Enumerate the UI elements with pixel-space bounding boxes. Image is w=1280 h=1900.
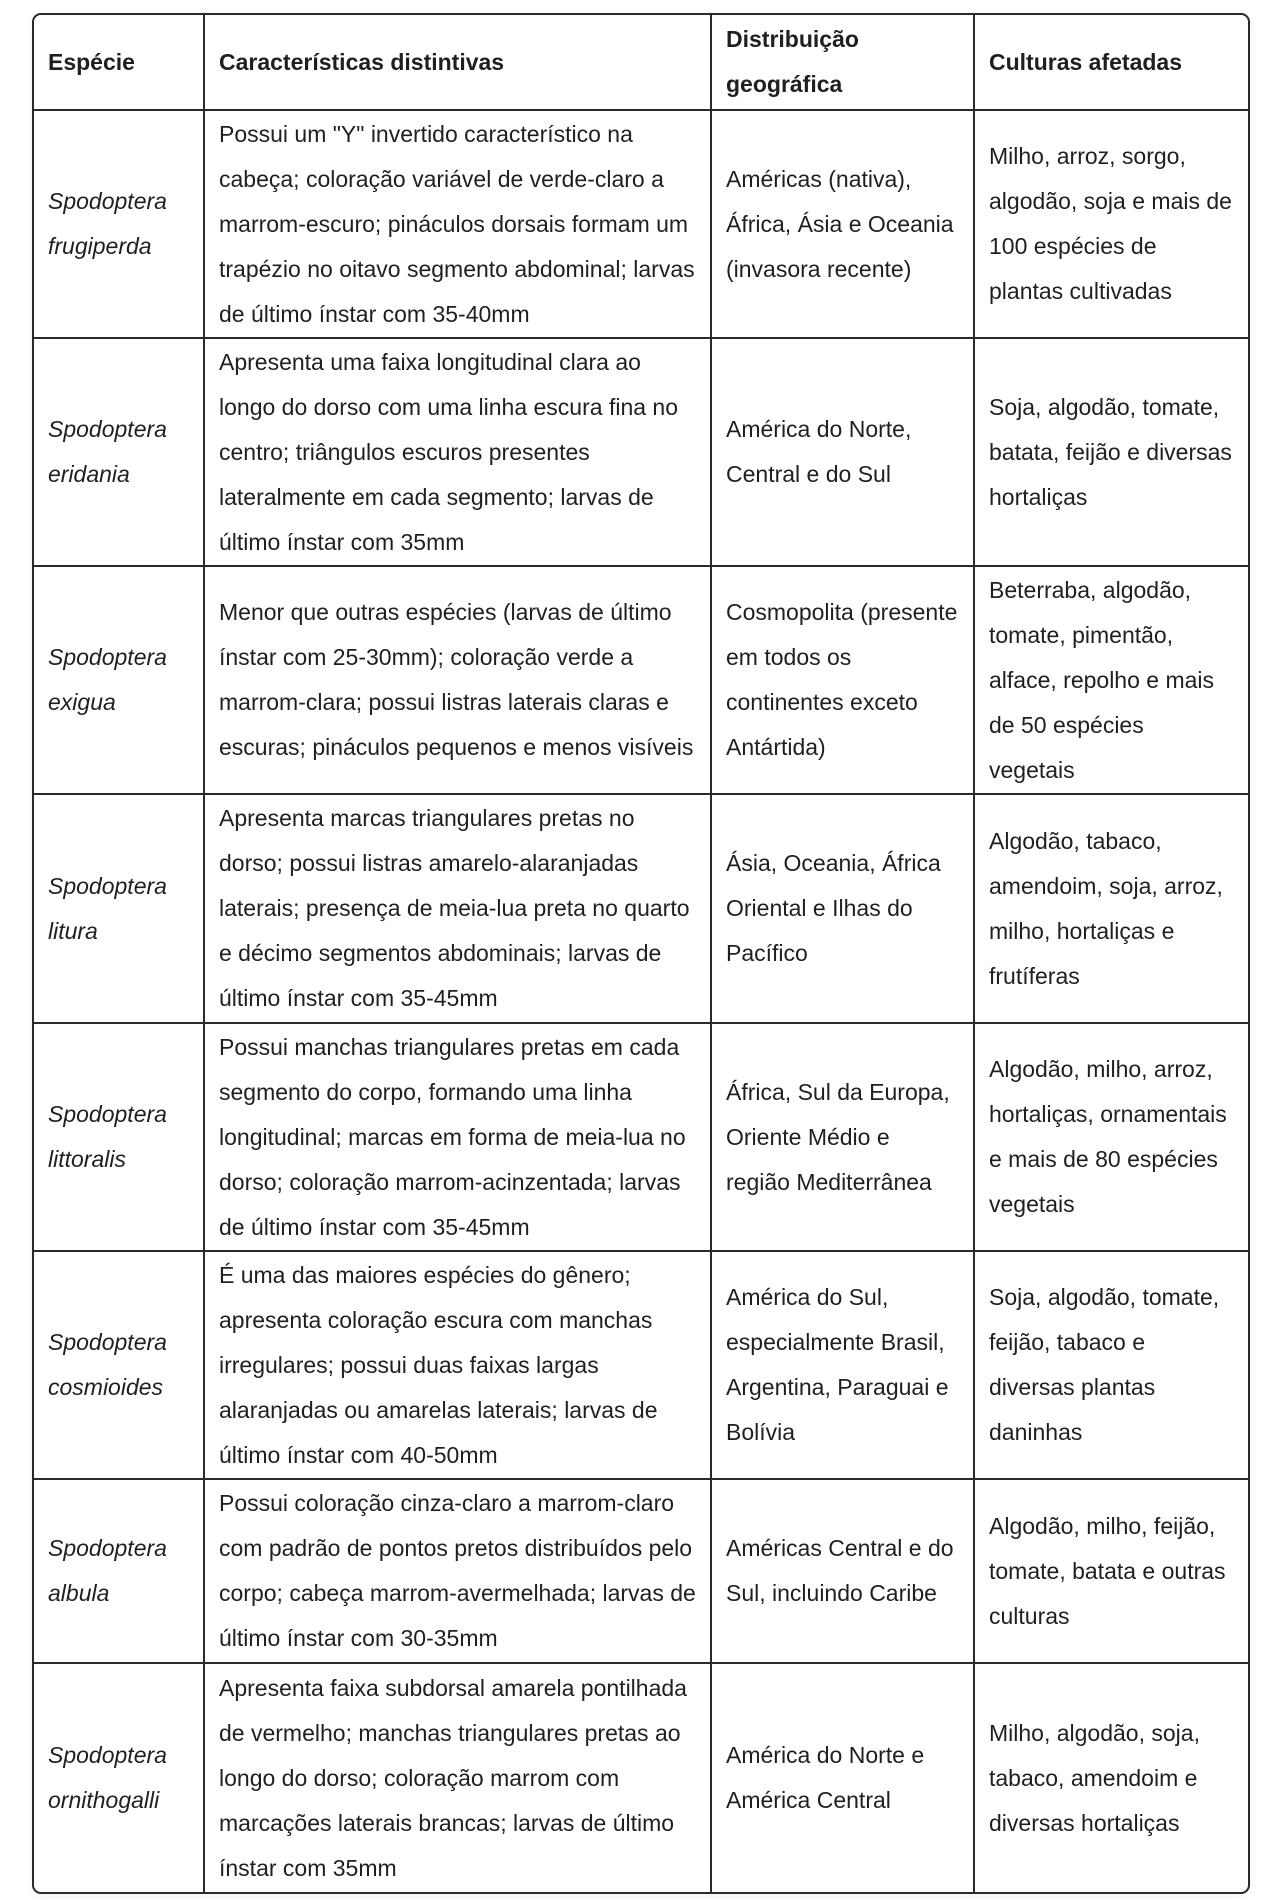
table-row	[34, 110, 1248, 338]
cell-species: Spodoptera litura	[34, 794, 204, 1023]
cell-crops: Beterraba, algodão, tomate, pimentão, alface, repolho e mais de 50 espécies vegetais	[974, 566, 1248, 794]
cell-distribution: Ásia, Oceania, África Oriental e Ilhas do Pacífico	[711, 794, 974, 1023]
header-crops: Culturas afetadas	[974, 15, 1248, 110]
table-row	[34, 338, 1248, 566]
table-row	[34, 1023, 1248, 1251]
cell-species: Spodoptera albula	[34, 1479, 204, 1663]
cell-distribution: África, Sul da Europa, Oriente Médio e região Mediterrânea	[711, 1023, 974, 1251]
table-row	[34, 566, 1248, 794]
cell-species: Spodoptera cosmioides	[34, 1251, 204, 1479]
cell-species: Spodoptera ornithogalli	[34, 1663, 204, 1892]
cell-distribution: Américas Central e do Sul, incluindo Caribe	[711, 1479, 974, 1663]
table-header-row	[34, 15, 1248, 110]
cell-features: É uma das maiores espécies do gênero; apresenta coloração escura com manchas irregulares; possui duas faixas largas alaranjadas ou amarelas laterais; larvas de último ínstar com 40-50mm	[204, 1251, 711, 1479]
cell-features: Apresenta faixa subdorsal amarela pontilhada de vermelho; manchas triangulares pretas ao longo do dorso; coloração marrom com marcações laterais brancas; larvas de último ínstar com 35mm	[204, 1663, 711, 1892]
table-row	[34, 1663, 1248, 1892]
species-table-grid	[34, 15, 1248, 1892]
cell-crops: Soja, algodão, tomate, feijão, tabaco e diversas plantas daninhas	[974, 1251, 1248, 1479]
header-features: Características distintivas	[204, 15, 711, 110]
table-row	[34, 1251, 1248, 1479]
cell-species: Spodoptera eridania	[34, 338, 204, 566]
cell-distribution: América do Sul, especialmente Brasil, Argentina, Paraguai e Bolívia	[711, 1251, 974, 1479]
cell-crops: Algodão, milho, arroz, hortaliças, ornamentais e mais de 80 espécies vegetais	[974, 1023, 1248, 1251]
cell-crops: Algodão, milho, feijão, tomate, batata e outras culturas	[974, 1479, 1248, 1663]
cell-features: Apresenta uma faixa longitudinal clara ao longo do dorso com uma linha escura fina no centro; triângulos escuros presentes lateralmente em cada segmento; larvas de último ínstar com 35mm	[204, 338, 711, 566]
cell-distribution: Américas (nativa), África, Ásia e Oceania (invasora recente)	[711, 110, 974, 338]
cell-features: Possui coloração cinza-claro a marrom-claro com padrão de pontos pretos distribuídos pelo corpo; cabeça marrom-avermelhada; larvas de último ínstar com 30-35mm	[204, 1479, 711, 1663]
cell-features: Menor que outras espécies (larvas de último ínstar com 25-30mm); coloração verde a marrom-clara; possui listras laterais claras e escuras; pináculos pequenos e menos visíveis	[204, 566, 711, 794]
cell-distribution: América do Norte e América Central	[711, 1663, 974, 1892]
cell-species: Spodoptera exigua	[34, 566, 204, 794]
cell-features: Apresenta marcas triangulares pretas no dorso; possui listras amarelo-alaranjadas laterais; presença de meia-lua preta no quarto e décimo segmentos abdominais; larvas de último ínstar com 35-45mm	[204, 794, 711, 1023]
table-row	[34, 794, 1248, 1023]
cell-crops: Soja, algodão, tomate, batata, feijão e diversas hortaliças	[974, 338, 1248, 566]
header-species: Espécie	[34, 15, 204, 110]
cell-species: Spodoptera littoralis	[34, 1023, 204, 1251]
header-distribution: Distribuição geográfica	[711, 15, 974, 110]
cell-features: Possui manchas triangulares pretas em cada segmento do corpo, formando uma linha longitudinal; marcas em forma de meia-lua no dorso; coloração marrom-acinzentada; larvas de último ínstar com 35-45mm	[204, 1023, 711, 1251]
species-table	[32, 13, 1250, 1894]
cell-crops: Milho, arroz, sorgo, algodão, soja e mais de 100 espécies de plantas cultivadas	[974, 110, 1248, 338]
cell-crops: Milho, algodão, soja, tabaco, amendoim e diversas hortaliças	[989, 1719, 1200, 1836]
cell-distribution: América do Norte, Central e do Sul	[711, 338, 974, 566]
cell-species: Spodoptera frugiperda	[34, 110, 204, 338]
cell-features: Possui um "Y" invertido característico na cabeça; coloração variável de verde-claro a marrom-escuro; pináculos dorsais formam um trapézio no oitavo segmento abdominal; larvas de último ínstar com 35-40mm	[204, 110, 711, 338]
cell-crops: Algodão, tabaco, amendoim, soja, arroz, milho, hortaliças e frutíferas	[974, 794, 1248, 1023]
cell-distribution: Cosmopolita (presente em todos os continentes exceto Antártida)	[711, 566, 974, 794]
table-row	[34, 1479, 1248, 1663]
